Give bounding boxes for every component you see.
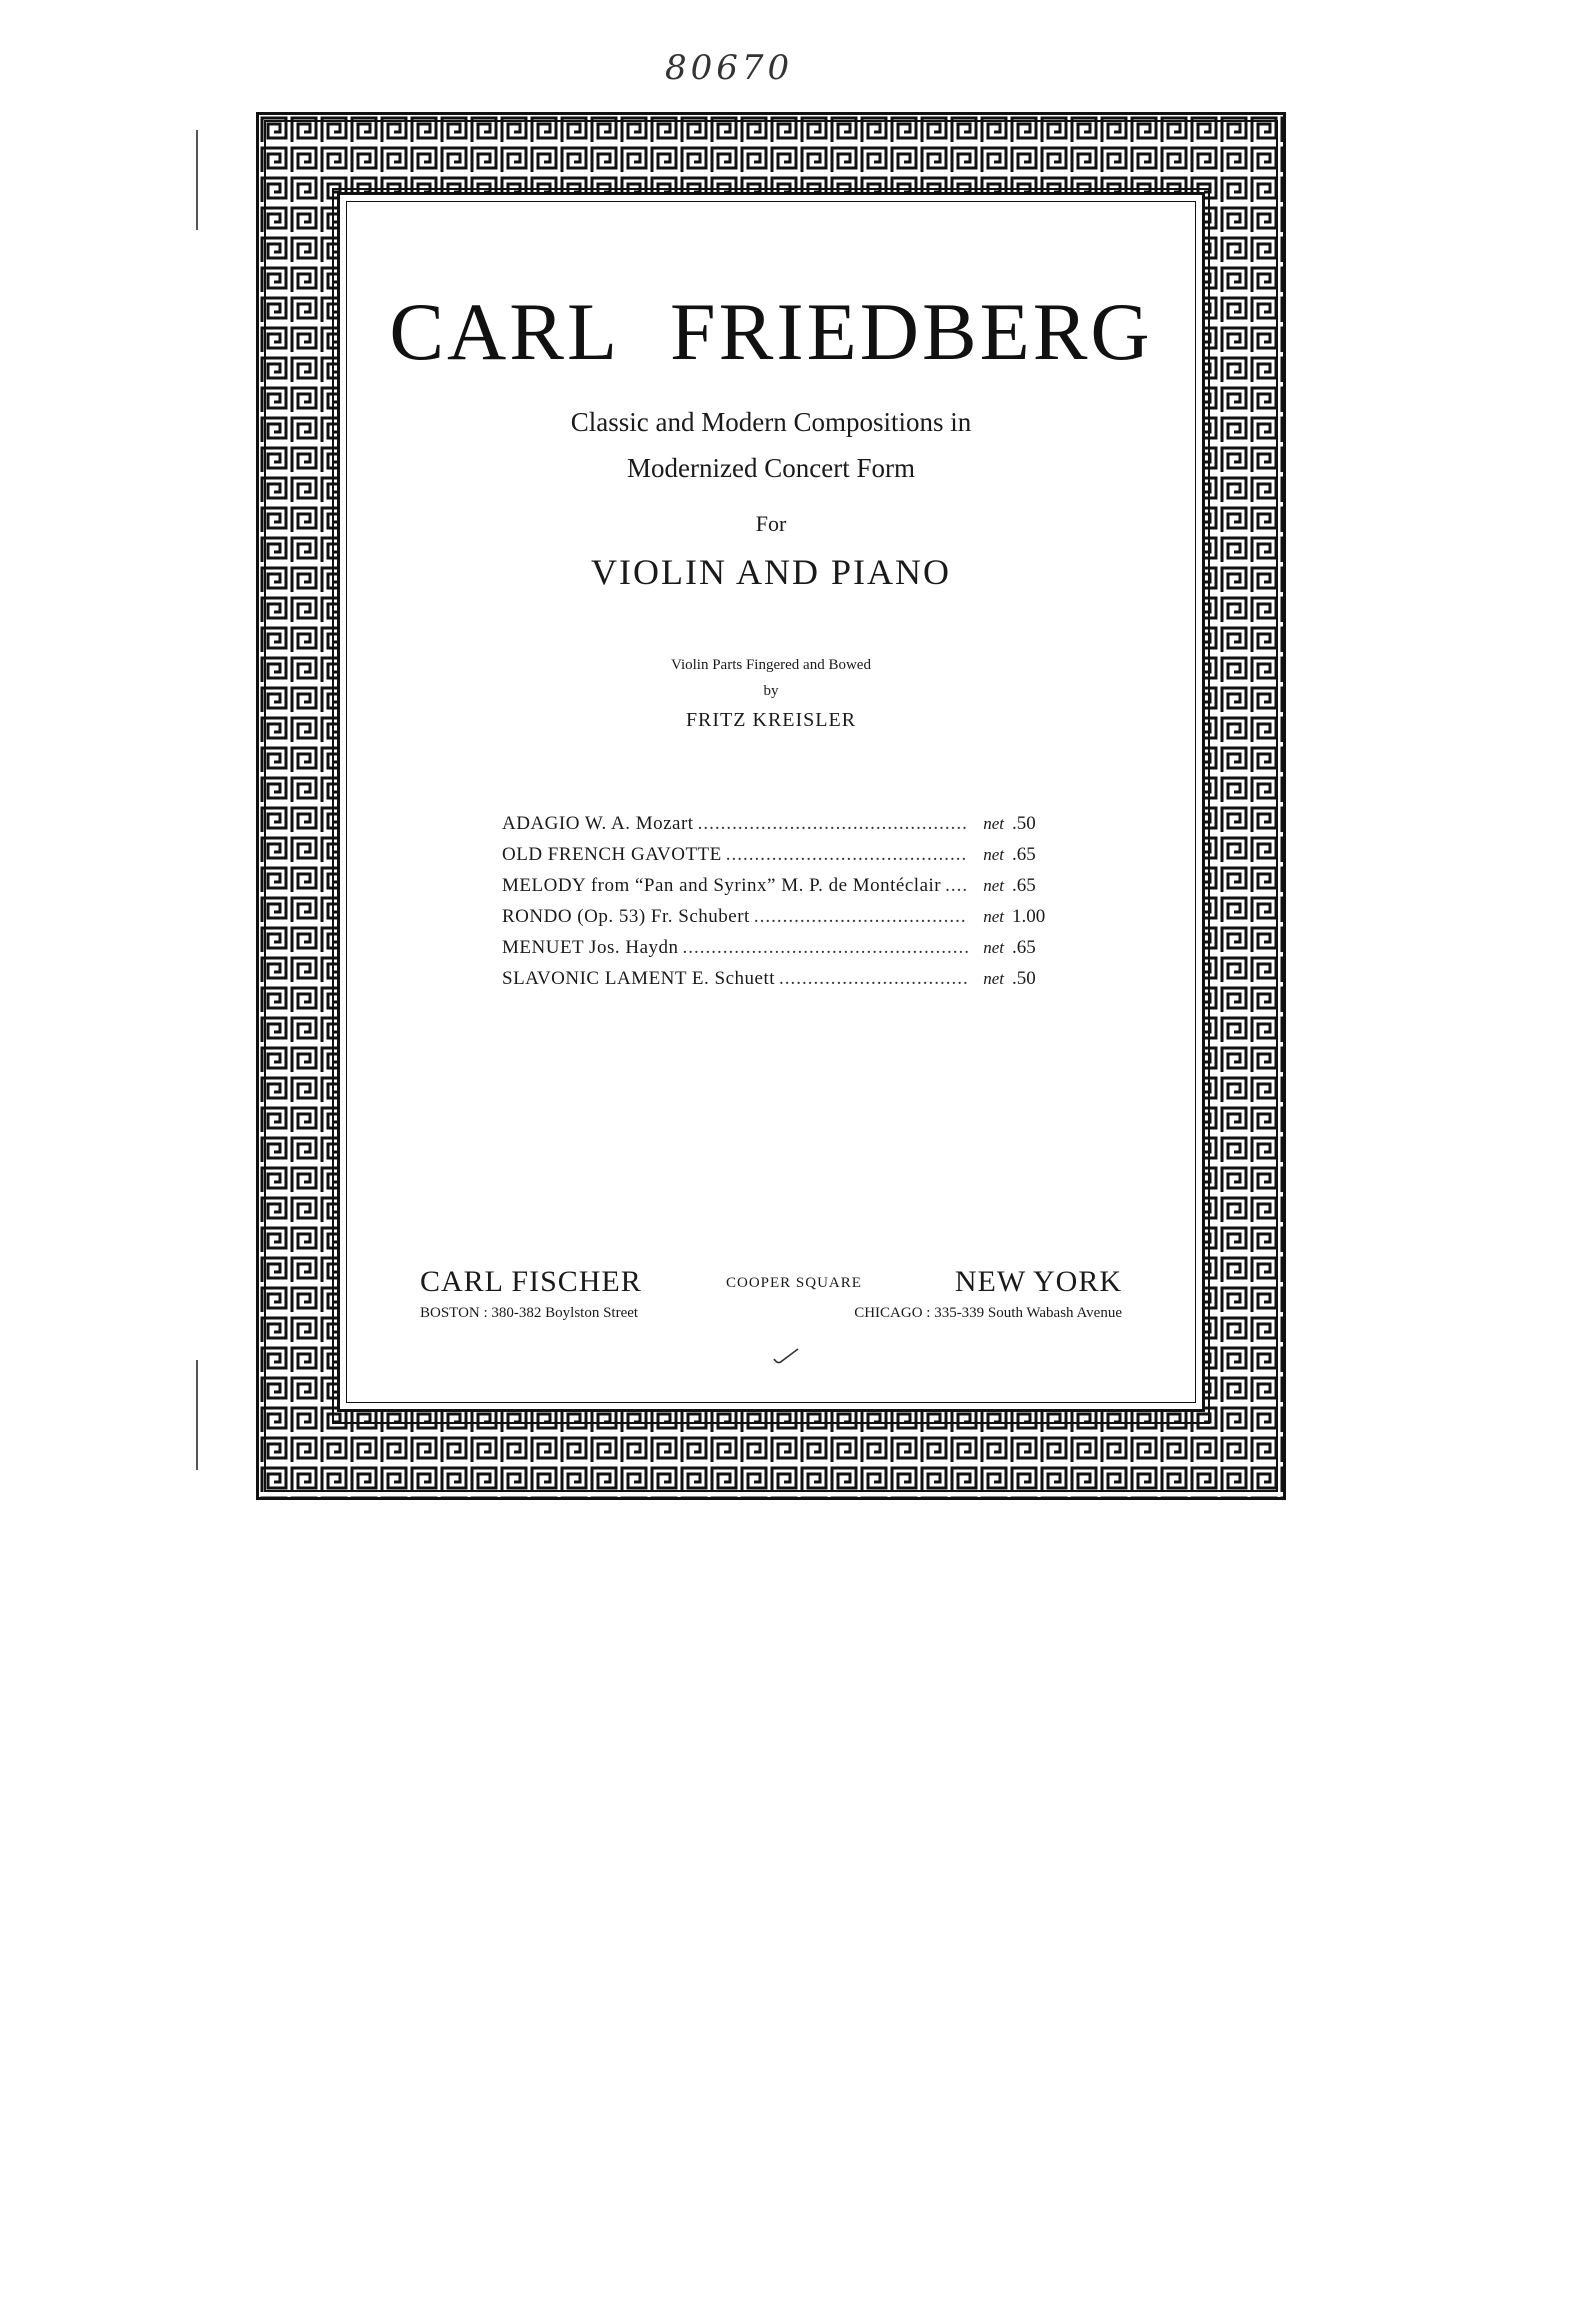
work-title: MELODY from “Pan and Syrinx” M. P. de Montéclair — [502, 875, 942, 896]
work-item — [502, 875, 1054, 906]
publisher-chicago-address: CHICAGO : 335-339 South Wabash Avenue — [854, 1305, 1122, 1321]
leader-dots — [754, 906, 968, 928]
credit-name: FRITZ KREISLER — [685, 709, 857, 731]
work-price: .65 — [1012, 937, 1036, 958]
for-label: For — [755, 511, 787, 536]
work-price: .65 — [1012, 875, 1036, 896]
leader-dots — [698, 813, 968, 835]
instrumentation: VIOLIN AND PIANO — [591, 552, 951, 592]
credit-line-2: by — [763, 683, 779, 699]
margin-line-bottom — [196, 1360, 198, 1470]
leader-dots — [945, 875, 968, 897]
work-net-label: net — [983, 938, 1004, 957]
composer-title — [340, 285, 1202, 379]
work-item — [502, 813, 1054, 844]
work-title: MENUET Jos. Haydn — [502, 937, 679, 958]
work-item — [502, 968, 1054, 999]
work-price: .50 — [1012, 813, 1036, 834]
leader-dots — [726, 844, 968, 866]
title-last-name: FRIEDBERG — [670, 286, 1153, 377]
margin-line-top — [196, 130, 198, 230]
leader-dots — [779, 968, 968, 990]
work-price: 1.00 — [1012, 906, 1046, 927]
work-title: SLAVONIC LAMENT E. Schuett — [502, 968, 776, 989]
work-net-label: net — [983, 814, 1004, 833]
publisher-boston-address: BOSTON : 380-382 Boylston Street — [420, 1305, 639, 1321]
work-title: RONDO (Op. 53) Fr. Schubert — [502, 906, 750, 927]
publisher-city: NEW YORK — [954, 1265, 1122, 1298]
credit-line-1: Violin Parts Fingered and Bowed — [671, 657, 871, 673]
check-mark-icon — [772, 1347, 800, 1367]
work-net-label: net — [983, 845, 1004, 864]
work-price: .50 — [1012, 968, 1036, 989]
work-net-label: net — [983, 876, 1004, 895]
publisher-address: COOPER SQUARE — [726, 1275, 862, 1291]
work-net-label: net — [983, 969, 1004, 988]
subtitle-line-2: Modernized Concert Form — [627, 453, 915, 483]
work-net-label: net — [983, 907, 1004, 926]
work-price: .65 — [1012, 844, 1036, 865]
work-title: ADAGIO W. A. Mozart — [502, 813, 694, 834]
work-title: OLD FRENCH GAVOTTE — [502, 844, 722, 865]
publisher-name: CARL FISCHER — [420, 1265, 642, 1298]
title-panel — [337, 192, 1205, 1412]
leader-dots — [683, 937, 968, 959]
works-list — [502, 813, 1054, 999]
handwritten-catalog-number: 80670 — [665, 48, 794, 88]
subtitle-line-1: Classic and Modern Compositions in — [570, 407, 972, 437]
work-item — [502, 906, 1054, 937]
work-item — [502, 844, 1054, 875]
title-first-name: CARL — [389, 286, 621, 377]
work-item — [502, 937, 1054, 968]
